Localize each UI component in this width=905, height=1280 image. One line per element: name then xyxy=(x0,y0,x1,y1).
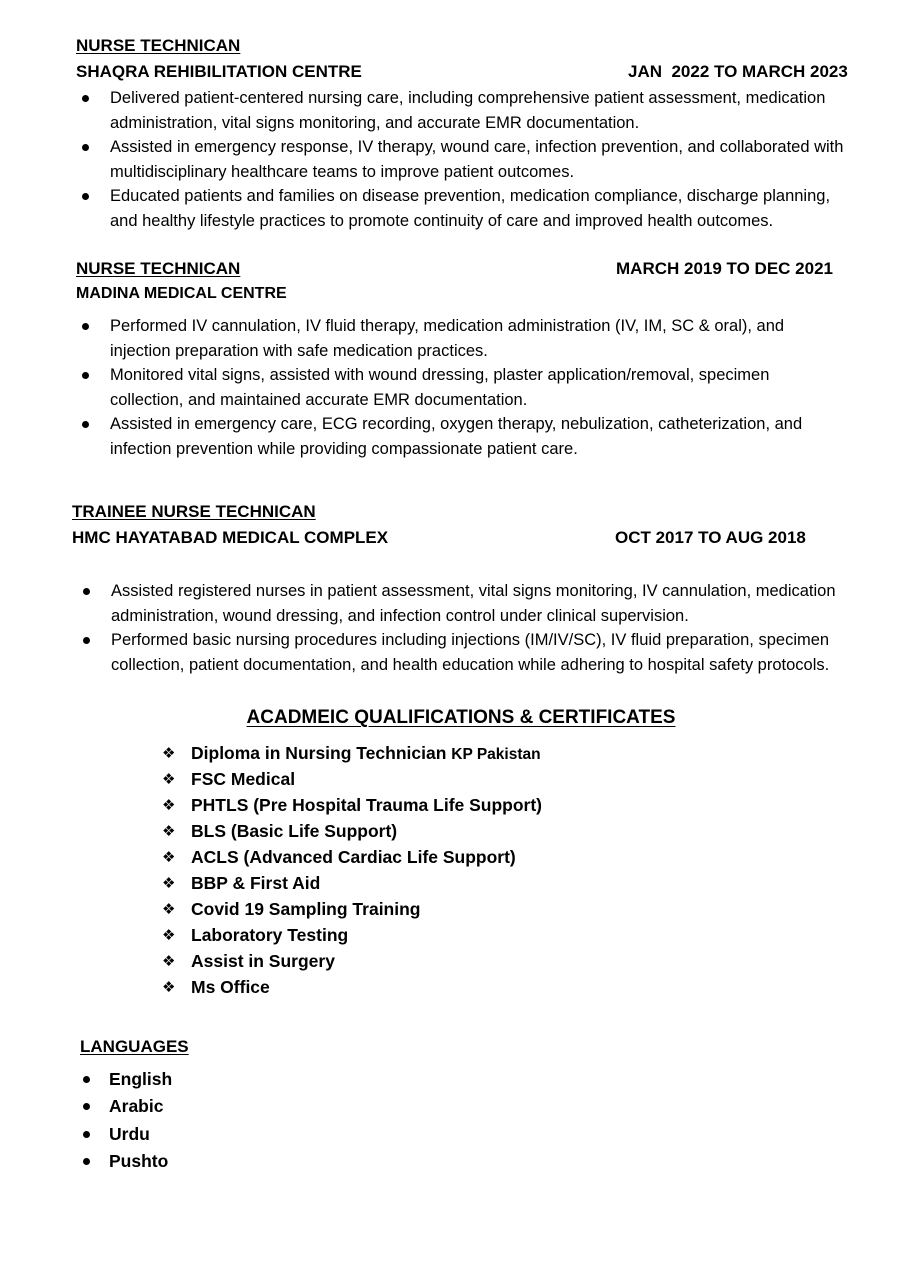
diamond-bullet-icon: ❖ xyxy=(162,926,176,944)
duty-line: Delivered patient-centered nursing care, including comprehensive patient assessment, medication xyxy=(110,89,826,107)
duty-line: Monitored vital signs, assisted with wound dressing, plaster application/removal, specimen xyxy=(110,366,770,384)
qualification-text: BBP & First Aid xyxy=(191,873,321,893)
job-title: NURSE TECHNICAN xyxy=(76,259,241,278)
language-name: English xyxy=(109,1069,173,1089)
diamond-bullet-icon: ❖ xyxy=(162,848,176,866)
list-item xyxy=(162,896,542,922)
language-name: Pushto xyxy=(109,1150,169,1171)
languages-heading: LANGUAGES xyxy=(80,1037,189,1056)
bullet-dot-icon xyxy=(83,1076,90,1083)
list-item xyxy=(80,1148,172,1175)
bullet-dot-icon xyxy=(82,95,89,102)
job-duties-list xyxy=(77,579,836,677)
list-item xyxy=(80,1093,172,1120)
list-item xyxy=(162,870,542,896)
qualification-text: Diploma in Nursing Technician xyxy=(191,743,452,763)
list-item xyxy=(76,135,843,184)
duty-line: injection preparation with safe medication practices. xyxy=(110,341,488,360)
diamond-bullet-icon: ❖ xyxy=(162,744,176,762)
list-item xyxy=(162,792,542,818)
qualification-text: PHTLS (Pre Hospital Trauma Life Support) xyxy=(191,795,543,815)
language-name: Arabic xyxy=(109,1096,164,1117)
languages-list xyxy=(80,1066,172,1175)
diamond-bullet-icon: ❖ xyxy=(162,822,176,840)
list-item xyxy=(76,412,802,461)
bullet-dot-icon xyxy=(83,1158,90,1165)
bullet-dot-icon xyxy=(83,1131,90,1138)
list-item xyxy=(76,86,843,135)
diamond-bullet-icon: ❖ xyxy=(162,952,176,970)
job-organization: HMC HAYATABAD MEDICAL COMPLEX xyxy=(72,528,389,547)
qualification-text: BLS (Basic Life Support) xyxy=(191,821,398,841)
duty-line: multidisciplinary healthcare teams to improve patient outcomes. xyxy=(110,162,575,181)
bullet-dot-icon xyxy=(82,421,89,428)
qualification-text: Assist in Surgery xyxy=(191,951,335,971)
diamond-bullet-icon: ❖ xyxy=(162,900,176,918)
list-item xyxy=(77,579,836,628)
duty-line: administration, vital signs monitoring, and accurate EMR documentation. xyxy=(110,113,640,132)
language-name: Urdu xyxy=(109,1123,150,1144)
diamond-bullet-icon: ❖ xyxy=(162,770,176,788)
job-title: TRAINEE NURSE TECHNICAN xyxy=(72,502,316,521)
list-item xyxy=(76,314,802,363)
diamond-bullet-icon: ❖ xyxy=(162,796,176,814)
diamond-bullet-icon: ❖ xyxy=(162,874,176,892)
list-item xyxy=(76,363,802,412)
list-item xyxy=(162,740,542,766)
bullet-dot-icon xyxy=(82,144,89,151)
duty-line: administration, wound dressing, and infection control under clinical supervision. xyxy=(111,606,689,625)
duty-line: collection, and maintained accurate EMR documentation. xyxy=(110,390,528,409)
bullet-dot-icon xyxy=(82,323,89,330)
job-dates: OCT 2017 TO AUG 2018 xyxy=(615,528,806,547)
qualification-text: Laboratory Testing xyxy=(191,925,349,945)
duty-line: Assisted registered nurses in patient assessment, vital signs monitoring, IV cannulation, medication xyxy=(111,582,836,600)
duty-line: collection, patient documentation, and health education while adhering to hospital safety protocols. xyxy=(111,655,830,674)
job-dates: JAN 2022 TO MARCH 2023 xyxy=(628,62,848,81)
bullet-dot-icon xyxy=(83,588,90,595)
list-item xyxy=(77,628,836,677)
bullet-dot-icon xyxy=(82,372,89,379)
job-dates: MARCH 2019 TO DEC 2021 xyxy=(616,259,833,278)
list-item xyxy=(162,818,542,844)
job-title: NURSE TECHNICAN xyxy=(76,36,241,55)
duty-line: Performed basic nursing procedures including injections (IM/IV/SC), IV fluid preparation, specimen xyxy=(111,631,830,649)
list-item xyxy=(162,974,542,1000)
list-item xyxy=(80,1121,172,1148)
qualifications-list xyxy=(162,740,542,1000)
qualification-text: Ms Office xyxy=(191,977,270,997)
list-item xyxy=(80,1066,172,1093)
duty-line: Assisted in emergency care, ECG recording, oxygen therapy, nebulization, catheterization, and xyxy=(110,415,803,433)
duty-line: infection prevention while providing compassionate patient care. xyxy=(110,439,578,458)
qualification-text: Covid 19 Sampling Training xyxy=(191,899,421,919)
job-organization: MADINA MEDICAL CENTRE xyxy=(76,285,287,302)
qualification-suffix: KP Pakistan xyxy=(451,746,541,763)
list-item xyxy=(162,844,542,870)
bullet-dot-icon xyxy=(82,193,89,200)
list-item xyxy=(162,948,542,974)
qualification-text: ACLS (Advanced Cardiac Life Support) xyxy=(191,847,516,867)
duty-line: and healthy lifestyle practices to promote continuity of care and improved health outcomes. xyxy=(110,211,774,230)
qualifications-heading: ACADMEIC QUALIFICATIONS & CERTIFICATES xyxy=(246,707,676,728)
bullet-dot-icon xyxy=(83,1103,90,1110)
list-item xyxy=(162,766,542,792)
bullet-dot-icon xyxy=(83,637,90,644)
job-duties-list xyxy=(76,86,843,233)
list-item xyxy=(162,922,542,948)
diamond-bullet-icon: ❖ xyxy=(162,978,176,996)
duty-line: Performed IV cannulation, IV fluid therapy, medication administration (IV, IM, SC & oral), and xyxy=(110,317,785,335)
job-organization: SHAQRA REHIBILITATION CENTRE xyxy=(76,62,362,81)
job-duties-list xyxy=(76,314,802,461)
list-item xyxy=(76,184,843,233)
qualification-text: FSC Medical xyxy=(191,769,296,789)
duty-line: Assisted in emergency response, IV therapy, wound care, infection prevention, and collaborated with xyxy=(110,138,844,156)
duty-line: Educated patients and families on disease prevention, medication compliance, discharge planning, xyxy=(110,187,831,205)
